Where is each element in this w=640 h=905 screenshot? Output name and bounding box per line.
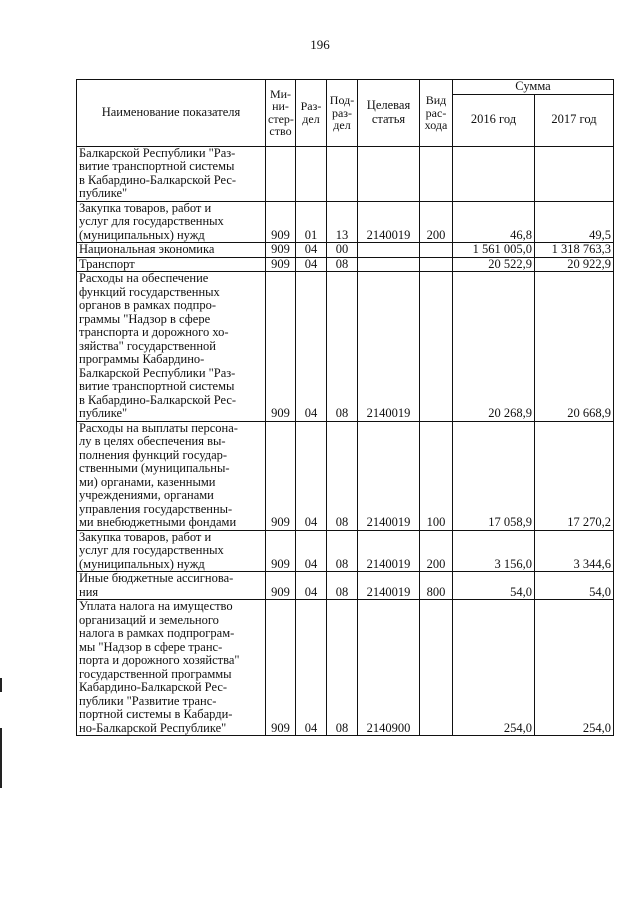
- row-section: 04: [296, 243, 327, 258]
- table-row: [77, 421, 614, 530]
- row-subsection: 08: [327, 421, 358, 530]
- row-ministry: 909: [266, 421, 296, 530]
- row-section: [296, 146, 327, 201]
- header-section: Раз- дел: [296, 80, 327, 147]
- row-target: 2140019: [358, 201, 420, 243]
- header-expense-type: Вид рас- хода: [420, 80, 453, 147]
- header-year-2016: 2016 год: [453, 94, 535, 146]
- row-section: 04: [296, 530, 327, 572]
- header-sum: Сумма: [453, 80, 614, 95]
- row-name: Транспорт: [77, 257, 266, 272]
- row-name: Национальная экономика: [77, 243, 266, 258]
- row-sum-2016: 1 561 005,0: [453, 243, 535, 258]
- row-subsection: 13: [327, 201, 358, 243]
- row-expense-type: [420, 272, 453, 422]
- row-target: [358, 243, 420, 258]
- row-section: 04: [296, 600, 327, 736]
- row-section: 04: [296, 421, 327, 530]
- row-name: Закупка товаров, работ и услуг для государственных (муниципальных) нужд: [77, 530, 266, 572]
- row-section: 04: [296, 257, 327, 272]
- row-target: 2140019: [358, 530, 420, 572]
- row-expense-type: [420, 243, 453, 258]
- row-section: 01: [296, 201, 327, 243]
- row-ministry: 909: [266, 201, 296, 243]
- row-sum-2016: 54,0: [453, 572, 535, 600]
- row-target: [358, 146, 420, 201]
- header-target: Целевая статья: [358, 80, 420, 147]
- row-subsection: 08: [327, 572, 358, 600]
- row-expense-type: 200: [420, 201, 453, 243]
- row-sum-2016: [453, 146, 535, 201]
- row-section: 04: [296, 272, 327, 422]
- table-row: [77, 530, 614, 572]
- row-ministry: [266, 146, 296, 201]
- row-sum-2017: 17 270,2: [535, 421, 614, 530]
- table-row: [77, 201, 614, 243]
- row-target: 2140019: [358, 421, 420, 530]
- row-sum-2016: 3 156,0: [453, 530, 535, 572]
- row-sum-2016: 254,0: [453, 600, 535, 736]
- row-sum-2017: 20 922,9: [535, 257, 614, 272]
- row-name: Расходы на выплаты персона- лу в целях обеспечения вы- полнения функций государ- ственными (муниципальны- ми) органами, казенными учреждениями, органами управления государственны- ми внебюджетными фондами: [77, 421, 266, 530]
- row-sum-2017: 254,0: [535, 600, 614, 736]
- row-expense-type: 200: [420, 530, 453, 572]
- row-sum-2016: 20 522,9: [453, 257, 535, 272]
- page-number: 196: [310, 37, 330, 52]
- row-section: 04: [296, 572, 327, 600]
- row-ministry: 909: [266, 530, 296, 572]
- table-row: [77, 600, 614, 736]
- margin-mark: [0, 728, 2, 788]
- budget-table: [76, 79, 614, 736]
- row-subsection: 08: [327, 257, 358, 272]
- table-row: [77, 572, 614, 600]
- row-target: [358, 257, 420, 272]
- row-expense-type: [420, 257, 453, 272]
- row-ministry: 909: [266, 257, 296, 272]
- row-ministry: 909: [266, 600, 296, 736]
- row-target: 2140019: [358, 572, 420, 600]
- row-expense-type: 100: [420, 421, 453, 530]
- header-subsection: Под- раз- дел: [327, 80, 358, 147]
- row-sum-2016: 17 058,9: [453, 421, 535, 530]
- row-sum-2017: 54,0: [535, 572, 614, 600]
- row-target: 2140019: [358, 272, 420, 422]
- row-sum-2016: 20 268,9: [453, 272, 535, 422]
- row-expense-type: [420, 146, 453, 201]
- row-name: Закупка товаров, работ и услуг для государственных (муниципальных) нужд: [77, 201, 266, 243]
- table-row: [77, 146, 614, 201]
- row-subsection: 08: [327, 272, 358, 422]
- row-subsection: 08: [327, 530, 358, 572]
- row-name: Балкарской Республики "Раз- витие транспортной системы в Кабардино-Балкарской Рес- публике": [77, 146, 266, 201]
- row-subsection: 08: [327, 600, 358, 736]
- row-ministry: 909: [266, 243, 296, 258]
- row-expense-type: 800: [420, 572, 453, 600]
- table-row: [77, 272, 614, 422]
- row-sum-2017: [535, 146, 614, 201]
- table-row: [77, 243, 614, 258]
- row-ministry: 909: [266, 272, 296, 422]
- row-name: Уплата налога на имущество организаций и земельного налога в рамках подпрограм- мы "Надзор в сфере транс- порта и дорожного хозяйства" государственной программы Кабардино-Балкарской Рес- публики "Развитие транс- портной системы в Кабарди- но-Балкарской Республике": [77, 600, 266, 736]
- row-subsection: [327, 146, 358, 201]
- row-target: 2140900: [358, 600, 420, 736]
- row-sum-2017: 20 668,9: [535, 272, 614, 422]
- row-name: Расходы на обеспечение функций государственных органов в рамках подпро- граммы "Надзор в сфере транспорта и дорожного хо- зяйства" государственной программы Кабардино- Балкарской Республики "Раз- витие транспортной системы в Кабардино-Балкарской Рес- публике": [77, 272, 266, 422]
- row-sum-2017: 49,5: [535, 201, 614, 243]
- header-ministry: Ми- ни- стер- ство: [266, 80, 296, 147]
- margin-mark: [0, 678, 2, 692]
- header-name: Наименование показателя: [77, 80, 266, 147]
- row-expense-type: [420, 600, 453, 736]
- row-subsection: 00: [327, 243, 358, 258]
- row-sum-2017: 3 344,6: [535, 530, 614, 572]
- row-name: Иные бюджетные ассигнова- ния: [77, 572, 266, 600]
- row-ministry: 909: [266, 572, 296, 600]
- row-sum-2016: 46,8: [453, 201, 535, 243]
- header-year-2017: 2017 год: [535, 94, 614, 146]
- row-sum-2017: 1 318 763,3: [535, 243, 614, 258]
- table-row: [77, 257, 614, 272]
